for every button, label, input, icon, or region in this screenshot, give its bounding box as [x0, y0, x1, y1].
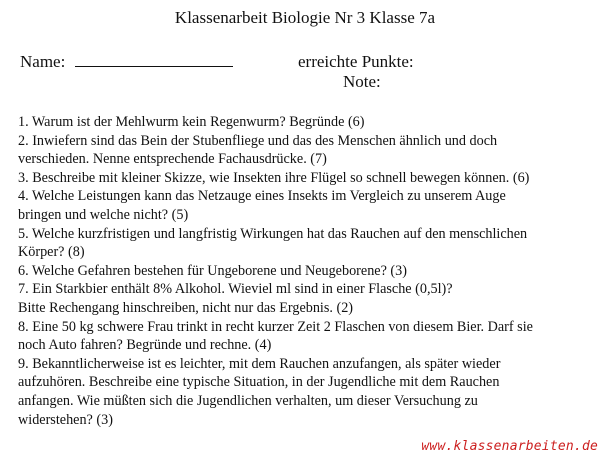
- watermark-link[interactable]: www.klassenarbeiten.de: [421, 439, 598, 454]
- question-4-line-1: 4. Welche Leistungen kann das Netzauge eines Insekts im Vergleich zu unserem Auge: [18, 188, 506, 205]
- name-label: Name:: [20, 52, 66, 71]
- question-5-line-2: Körper? (8): [18, 244, 85, 261]
- question-5-line-1: 5. Welche kurzfristigen und langfristig Wirkungen hat das Rauchen auf den menschlichen: [18, 225, 528, 242]
- page-title: Klassenarbeit Biologie Nr 3 Klasse 7a: [174, 8, 436, 27]
- question-8-line-2: noch Auto fahren? Begründe und rechne. (4): [18, 337, 272, 354]
- question-9-line-3: anfangen. Wie müßten sich die Jugendlichen verhalten, um dieser Versuchung zu: [18, 392, 478, 409]
- question-1-line-1: 1. Warum ist der Mehlwurm kein Regenwurm? Begründe (6): [18, 114, 365, 130]
- name-field: [20, 52, 233, 72]
- question-9-line-1: 9. Bekanntlicherweise ist es leichter, mit dem Rauchen anzufangen, als später wieder: [18, 355, 501, 372]
- question-6-line-1: 6. Welche Gefahren bestehen für Ungeborene und Neugeborene? (3): [18, 262, 407, 279]
- question-2-line-1: 2. Inwiefern sind das Bein der Stubenfliege und das des Menschen ähnlich und doch: [18, 132, 498, 149]
- question-list: [18, 113, 598, 429]
- question-8-line-1: 8. Eine 50 kg schwere Frau trinkt in recht kurzer Zeit 2 Flaschen von diesem Bier. Darf sie: [18, 318, 533, 335]
- name-blank-line: [75, 52, 233, 67]
- question-9-line-2: aufzuhören. Beschreibe eine typische Situation, in der Jugendliche mit dem Rauchen: [18, 374, 500, 391]
- question-9-line-4: widerstehen? (3): [18, 411, 113, 428]
- question-3-line-1: 3. Beschreibe mit kleiner Skizze, wie Insekten ihre Flügel so schnell bewegen können. (6): [18, 169, 530, 186]
- question-7-line-2: Bitte Rechengang hinschreiben, nicht nur das Ergebnis. (2): [18, 299, 354, 316]
- question-4-line-2: bringen und welche nicht? (5): [18, 206, 189, 223]
- points-label: erreichte Punkte:: [298, 52, 414, 71]
- question-2-line-2: verschieden. Nenne entsprechende Fachausdrücke. (7): [18, 151, 327, 168]
- grade-label: Note:: [343, 72, 381, 91]
- question-7-line-1: 7. Ein Starkbier enthält 8% Alkohol. Wieviel ml sind in einer Flasche (0,5l)?: [18, 281, 453, 298]
